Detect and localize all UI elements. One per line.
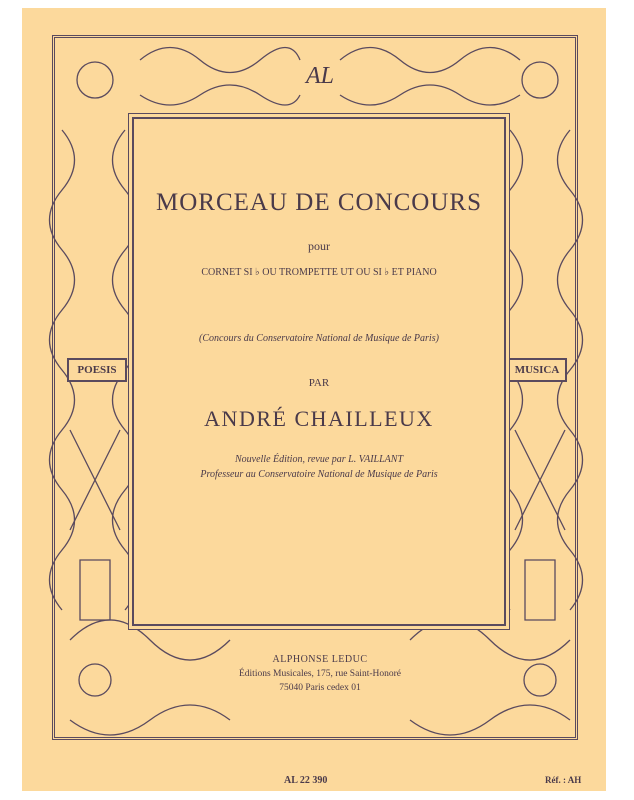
publisher-city: 75040 Paris cedex 01 (279, 683, 361, 693)
label-poesis: POESIS (67, 358, 127, 382)
catalog-number: AL 22 390 (284, 775, 328, 786)
publisher-name: ALPHONSE LEDUC (272, 654, 368, 665)
competition-note: (Concours du Conservatoire National de Musique de Paris) (199, 333, 439, 344)
reference-code: Réf. : AH (545, 775, 582, 785)
par-text: PAR (308, 377, 330, 389)
edition-line-1: Nouvelle Édition, revue par L. VAILLANT (234, 454, 404, 465)
label-musica: MUSICA (507, 358, 567, 382)
publisher-monogram: AL (305, 63, 334, 89)
publisher-cartouche (232, 630, 408, 702)
pour-text: pour (308, 239, 330, 253)
edition-line-2: Professeur au Conservatoire National de Musique de Paris (200, 469, 438, 480)
composer-name: ANDRÉ CHAILLEUX (204, 406, 434, 431)
instrumentation: CORNET SI ♭ OU TROMPETTE UT OU SI ♭ ET PIANO (201, 267, 437, 278)
page-title: MORCEAU DE CONCOURS (156, 189, 482, 216)
publisher-address: Éditions Musicales, 175, rue Saint-Honoré (238, 669, 401, 679)
title-panel (132, 117, 506, 626)
